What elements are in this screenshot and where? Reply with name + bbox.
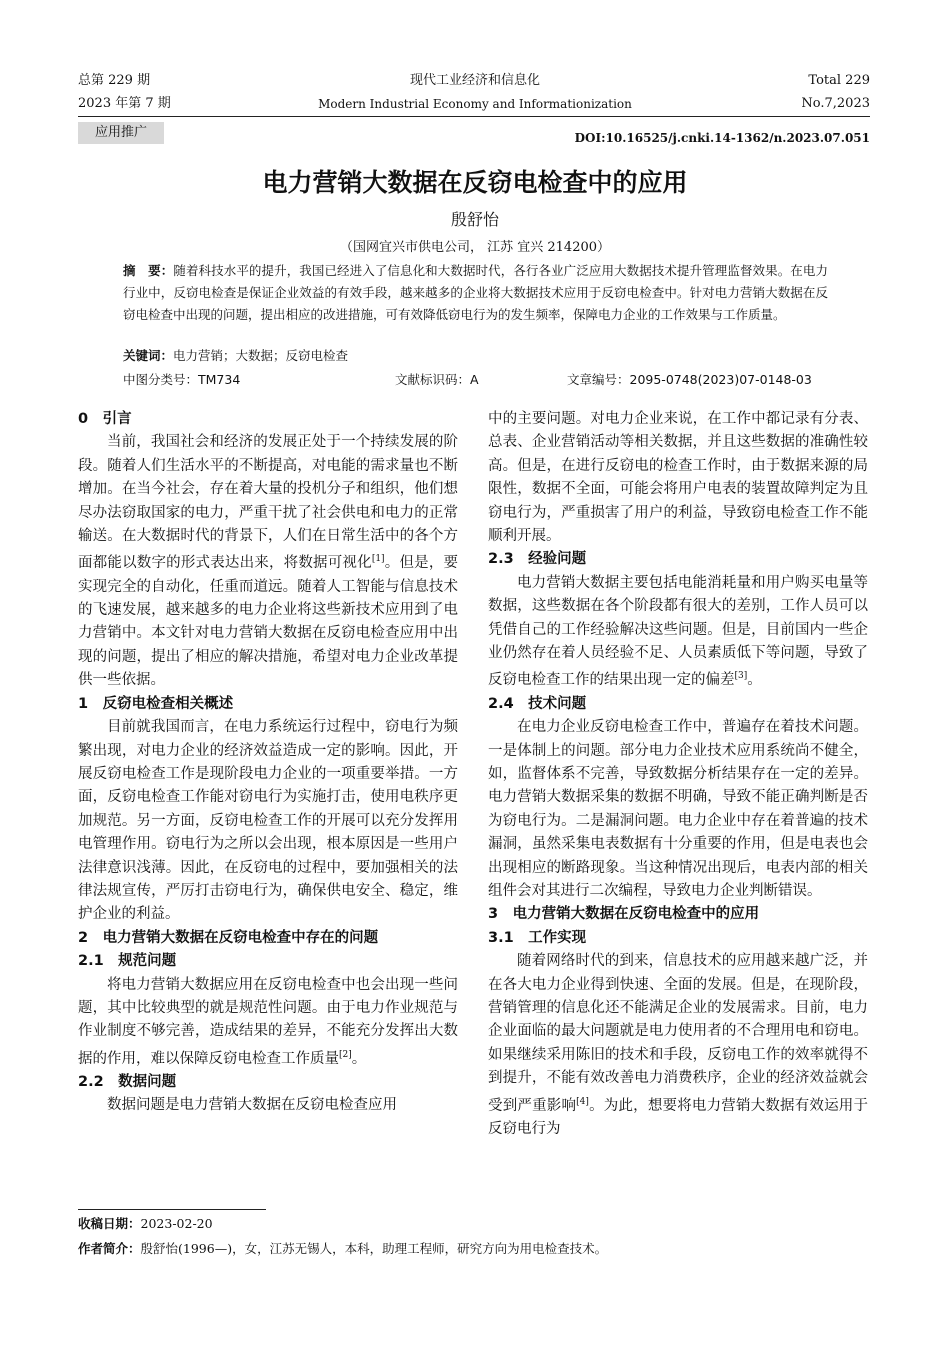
- paragraph-text: 数据问题是电力营销大数据在反窃电检查应用: [107, 1097, 397, 1114]
- keywords: [123, 346, 348, 364]
- affiliation: （国网宜兴市供电公司， 江苏 宜兴 214200）: [339, 240, 611, 255]
- doi: DOI:10.16525/j.cnki.14-1362/n.2023.07.051: [574, 131, 870, 145]
- keywords-label: 关键词：: [123, 348, 174, 363]
- bio-label: 作者简介：: [78, 1241, 141, 1256]
- section-heading: [488, 693, 868, 716]
- document-code: 文献标识码：A: [395, 372, 479, 387]
- section-heading: [488, 548, 868, 571]
- paragraph-text: 2.4 技术问题: [488, 695, 587, 712]
- bio-text: 殷舒怡(1996—)，女，江苏无锡人，本科，助理工程师，研究方向为用电检查技术。: [140, 1241, 608, 1256]
- body-column-left: [78, 408, 458, 1118]
- article-title: 电力营销大数据在反窃电检查中的应用: [262, 168, 688, 197]
- paragraph-text: 目前就我国而言，在电力系统运行过程中，窃电行为频繁出现，对电力企业的经济效益造成一定的影响。因此，开展反窃电检查工作是现阶段电力企业的一项重要举措。一方面，反窃电检查工作能对窃电行为实施打击，使用电秩序更加规范。另一方面，反窃电检查工作的开展可以充分发挥用电管理作用。窃电行为之所以会出现，根本原因是一些用户法律意识浅薄。因此，在反窃电的过程中，要加强相关的法律法规宣传，严厉打击窃电行为，确保供电安全、稳定，维护企业的利益。: [78, 719, 458, 923]
- author-bio: [78, 1240, 607, 1258]
- citation-ref: [1]: [371, 554, 385, 565]
- paragraph-text: 3.1 工作实现: [488, 929, 587, 946]
- header-year-issue: 2023 年第 7 期: [78, 96, 171, 111]
- section-tag: 应用推广: [78, 122, 164, 144]
- received-label: 收稿日期：: [78, 1216, 141, 1231]
- paragraph-text: 2.3 经验问题: [488, 551, 587, 568]
- paragraph-text: 1 反窃电检查相关概述: [78, 695, 234, 712]
- paragraph: [78, 1094, 458, 1117]
- paragraph-text: 2.2 数据问题: [78, 1074, 177, 1091]
- paragraph: [488, 408, 868, 548]
- header-total-en: Total 229: [808, 73, 870, 88]
- paragraph-tail: 。: [351, 1050, 367, 1067]
- received-value: 2023-02-20: [140, 1216, 213, 1231]
- abstract-text: 随着科技水平的提升，我国已经进入了信息化和大数据时代，各行各业广泛应用大数据技术提升管理监督效果。在电力行业中，反窃电检查是保证企业效益的有效手段，越来越多的企业将大数据技术应用于反窃电检查中。针对电力营销大数据在反窃电检查中出现的问题，提出相应的改进措施，可有效降低窃电行为的发生频率，保障电力企业的工作效果与工作质量。: [123, 263, 828, 322]
- paragraph-text: 在电力企业反窃电检查工作中，普遍存在着技术问题。一是体制上的问题。部分电力企业技术应用系统尚不健全，如，监督体系不完善，导致数据分析结果存在一定的差异。电力营销大数据采集的数据不明确，导致不能正确判断是否为窃电行为。二是漏洞问题。电力企业中存在着普遍的技术漏洞，虽然采集电表数据有十分重要的作用，但是电表也会出现相应的断路现象。当这种情况出现后，电表内部的相关组件会对其进行二次编程，导致电力企业判断错误。: [488, 719, 868, 899]
- header-issue-total: 总第 229 期: [78, 73, 151, 88]
- paragraph: [78, 716, 458, 927]
- section-heading: [78, 1071, 458, 1094]
- paragraph-text: 将电力营销大数据应用在反窃电检查中也会出现一些问题，其中比较典型的就是规范性问题。由于电力作业规范与作业制度不够完善，造成结果的差异，不能充分发挥出大数据的作用，难以保障反窃电检查工作质量: [78, 976, 458, 1067]
- abstract-label: 摘 要：: [123, 263, 174, 278]
- section-heading: [78, 927, 458, 950]
- paragraph-tail: 。但是，要实现完全的自动化，任重而道远。随着人工智能与信息技术的飞速发展，越来越多的电力企业将这些新技术应用到了电力营销中。本文针对电力营销大数据在反窃电检查应用中出现的问题，提出了相应的解决措施，希望对电力企业改革提供一些依据。: [78, 555, 459, 689]
- section-heading: [78, 950, 458, 973]
- paragraph-tail: 。为此，想要将电力营销大数据有效运用于反窃电行为: [488, 1097, 868, 1137]
- abstract: [123, 260, 828, 326]
- paragraph-text: 2 电力营销大数据在反窃电检查中存在的问题: [78, 929, 379, 946]
- citation-ref: [4]: [576, 1096, 589, 1107]
- clc-number: 中图分类号：TM734: [123, 372, 241, 387]
- paragraph: [488, 950, 868, 1141]
- header-journal-en: Modern Industrial Economy and Informationization: [318, 97, 632, 111]
- paragraph: [488, 716, 868, 903]
- section-heading: [488, 903, 868, 926]
- received-date: [78, 1215, 213, 1233]
- body-column-right: [488, 408, 868, 1141]
- paragraph-text: 2.1 规范问题: [78, 953, 177, 970]
- paragraph: [78, 974, 458, 1071]
- footnote-rule: [78, 1209, 266, 1210]
- citation-ref: [3]: [734, 671, 748, 682]
- section-heading: [78, 693, 458, 716]
- paragraph-text: 中的主要问题。对电力企业来说，在工作中都记录有分表、总表、企业营销活动等相关数据，并且这些数据的准确性较高。但是，在进行反窃电的检查工作时，由于数据来源的局限性，数据不全面，可能会将用户电表的装置故障判定为且窃电行为，严重损害了用户的利益，导致窃电检查工作不能顺利开展。: [488, 411, 868, 545]
- section-heading: [488, 927, 868, 950]
- paragraph-text: 电力营销大数据主要包括电能消耗量和用户购买电量等数据，这些数据在各个阶段都有很大的差别，工作人员可以凭借自己的工作经验解决这些问题。但是，目前国内一些企业仍然存在着人员经验不足、人员素质低下等问题，导致了反窃电检查工作的结果出现一定的偏差: [488, 574, 868, 689]
- author: 殷舒怡: [450, 210, 499, 229]
- header-issue-en: No.7,2023: [801, 96, 870, 111]
- paragraph-text: 随着网络时代的到来，信息技术的应用越来越广泛，并在各大电力企业得到快速、全面的发展。但是，在现阶段，营销管理的信息化还不能满足企业的发展需求。目前，电力企业面临的最大问题就是电力使用者的不合理用电和窃电。如果继续采用陈旧的技术和手段，反窃电工作的效率就得不到提升，不能有效改善电力消费秩序，企业的经济效益就会受到严重影响: [488, 953, 868, 1114]
- paragraph: [488, 572, 868, 693]
- keywords-text: 电力营销；大数据；反窃电检查: [173, 348, 349, 363]
- article-number: 文章编号：2095-0748(2023)07-0148-03: [567, 372, 812, 387]
- paragraph: [78, 431, 458, 692]
- paragraph-text: 0 引言: [78, 411, 132, 427]
- paragraph-text: 当前，我国社会和经济的发展正处于一个持续发展的阶段。随着人们生活水平的不断提高，对电能的需求量也不断增加。在当今社会，存在着大量的投机分子和组织，他们想尽办法窃取国家的电力，严重干扰了社会供电和电力的正常输送。在大数据时代的背景下，人们在日常生活中的各个方面都能以数字的形式表达出来，将数据可视化: [78, 434, 458, 572]
- paragraph-text: 3 电力营销大数据在反窃电检查中的应用: [488, 906, 760, 923]
- citation-ref: [2]: [339, 1049, 352, 1060]
- header-rule: [78, 116, 870, 117]
- paragraph-tail: 。: [747, 672, 762, 689]
- section-heading: [78, 408, 458, 431]
- header-journal-cn: 现代工业经济和信息化: [409, 73, 540, 88]
